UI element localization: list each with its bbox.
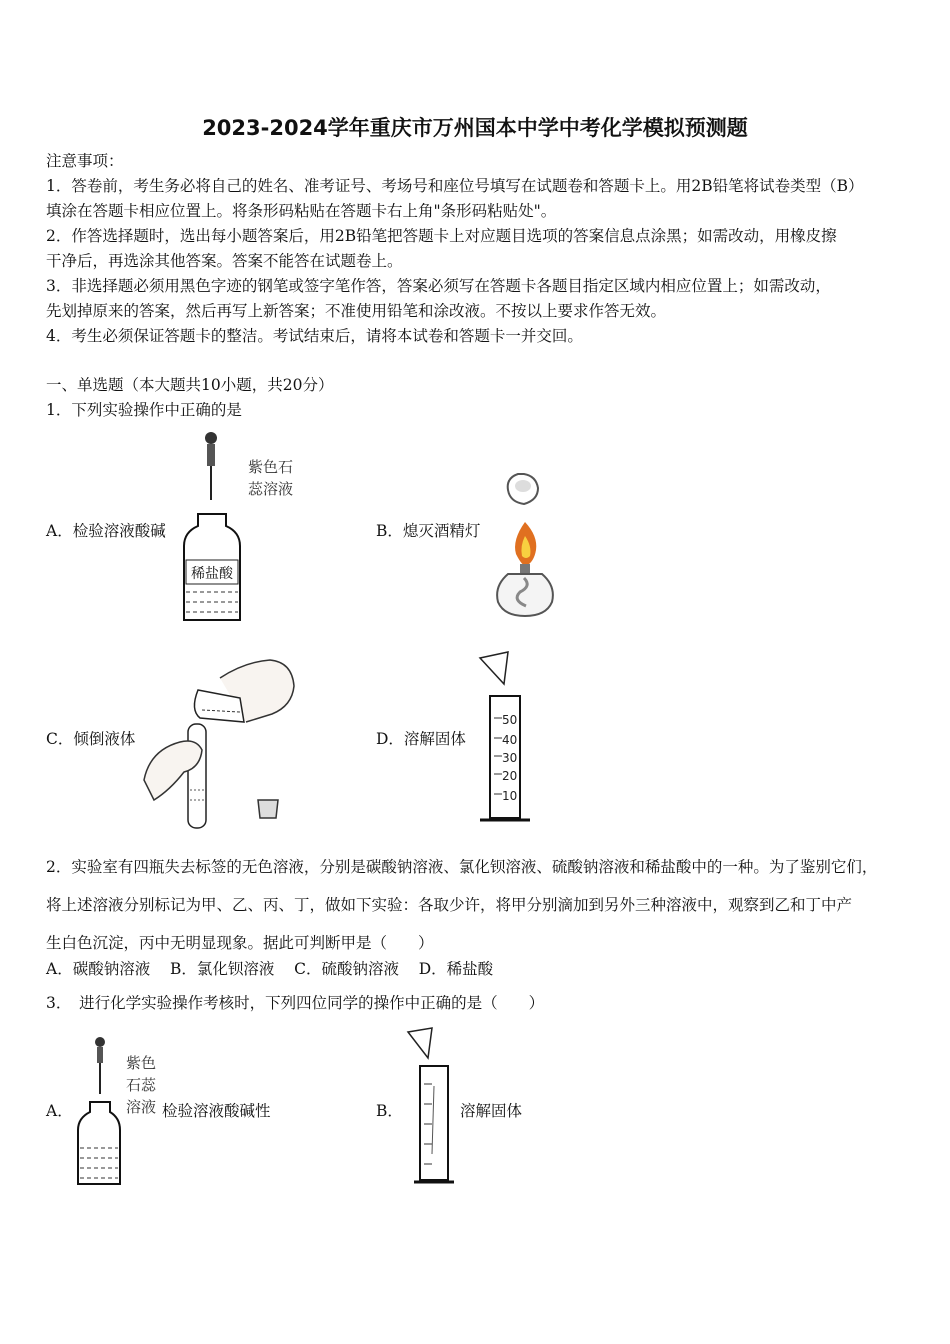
q3-option-a-text[interactable]: 检验溶液酸碱性 <box>162 1102 271 1120</box>
q2-option-c[interactable]: C．硫酸钠溶液 <box>294 960 399 978</box>
q2-line: 将上述溶液分别标记为甲、乙、丙、丁，做如下实验：各取少许，将甲分别滴加到另外三种溶液中，观察到乙和丁中产 <box>46 896 853 914</box>
q1-fig-a-bottle-label: 稀盐酸 <box>191 566 233 582</box>
q1-option-b[interactable]: B．熄灭酒精灯 <box>376 522 481 540</box>
q1-fig-d-tick: 30 <box>502 751 518 765</box>
section-heading: 一、单选题（本大题共10小题，共20分） <box>46 376 334 394</box>
q1-option-c[interactable]: C．倾倒液体 <box>46 730 136 748</box>
q1-option-d[interactable]: D．溶解固体 <box>376 730 466 748</box>
q1-fig-d-cylinder <box>474 648 544 828</box>
q3-option-a-letter[interactable]: A． <box>46 1102 73 1120</box>
notice-line: 1．答卷前，考生务必将自己的姓名、准考证号、考场号和座位号填写在试题卷和答题卡上。用2B铅笔将试卷类型（B） <box>46 177 864 195</box>
q3-fig-a-label1: 紫色 <box>126 1054 157 1072</box>
q1-stem: 1．下列实验操作中正确的是 <box>46 401 242 419</box>
notice-line: 4．考生必须保证答题卡的整洁。考试结束后，请将本试卷和答题卡一并交回。 <box>46 327 583 345</box>
q1-fig-a-label2: 蕊溶液 <box>248 480 294 498</box>
q1-fig-d-tick: 50 <box>502 713 518 727</box>
notice-line: 填涂在答题卡相应位置上。将条形码粘贴在答题卡右上角"条形码粘贴处"。 <box>46 202 557 220</box>
q3-fig-a-dropper-bottle <box>72 1034 168 1190</box>
q3-stem: 3． 进行化学实验操作考核时，下列四位同学的操作中正确的是（ ） <box>46 994 545 1012</box>
notice-line: 干净后，再选涂其他答案。答案不能答在试题卷上。 <box>46 252 403 270</box>
q1-fig-c-pouring <box>140 640 300 830</box>
q1-fig-d-tick: 20 <box>502 769 518 783</box>
notice-line: 3．非选择题必须用黑色字迹的钢笔或签字笔作答，答案必须写在答题卡各题目指定区域内相应位置上；如需改动， <box>46 277 831 295</box>
q2-stem <box>46 848 877 962</box>
notice-line: 先划掉原来的答案，然后再写上新答案；不准使用铅笔和涂改液。不按以上要求作答无效。 <box>46 302 667 320</box>
page-title: 2023-2024学年重庆市万州国本中学中考化学模拟预测题 <box>202 116 748 140</box>
q2-option-d[interactable]: D．稀盐酸 <box>418 960 494 978</box>
q1-fig-a-label1: 紫色石 <box>248 458 294 476</box>
q3-option-b-letter[interactable]: B． <box>376 1102 403 1120</box>
q2-line: 生白色沉淀，丙中无明显现象。据此可判断甲是（ ） <box>46 934 434 952</box>
q3-fig-a-label3: 溶液 <box>126 1098 157 1116</box>
q1-fig-d-tick: 10 <box>502 789 518 803</box>
q3-fig-b-cylinder <box>402 1024 462 1190</box>
q3-option-b-text[interactable]: 溶解固体 <box>460 1102 523 1120</box>
q2-option-b[interactable]: B．氯化钡溶液 <box>169 960 275 978</box>
notice-block <box>46 149 864 349</box>
q1-fig-d-tick: 40 <box>502 733 518 747</box>
q2-line: 2．实验室有四瓶失去标签的无色溶液，分别是碳酸钠溶液、氯化钡溶液、硫酸钠溶液和稀盐酸中的一种。为了鉴别它们， <box>46 858 878 876</box>
notice-line: 2．作答选择题时，选出每小题答案后，用2B铅笔把答题卡上对应题目选项的答案信息点涂黑；如需改动，用橡皮擦 <box>46 227 837 245</box>
q2-options <box>46 957 493 982</box>
q1-fig-b-alcohol-lamp <box>490 470 560 622</box>
q2-option-a[interactable]: A．碳酸钠溶液 <box>46 960 151 978</box>
q3-fig-a-label2: 石蕊 <box>126 1076 157 1094</box>
q1-fig-a-dropper-bottle <box>170 428 310 624</box>
q1-option-a[interactable]: A．检验溶液酸碱 <box>46 522 166 540</box>
notice-heading: 注意事项： <box>46 152 124 170</box>
